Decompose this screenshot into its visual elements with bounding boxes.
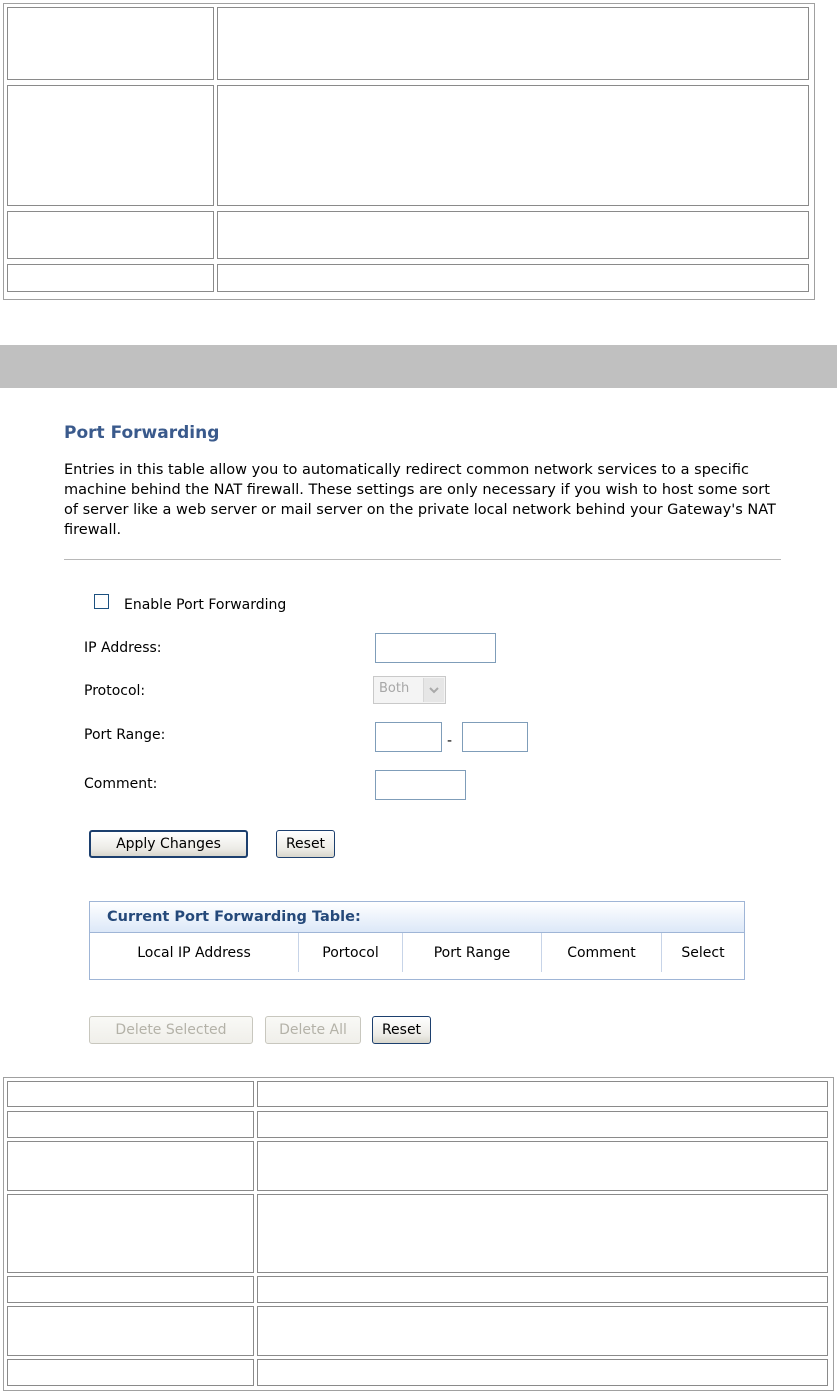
enable-port-forwarding-label: Enable Port Forwarding bbox=[124, 597, 287, 613]
current-port-forwarding-table-title bbox=[89, 901, 745, 933]
reset-table-button[interactable]: Reset bbox=[372, 1016, 431, 1044]
port-range-label: Port Range: bbox=[84, 727, 166, 743]
port-range-to-input[interactable] bbox=[462, 722, 528, 752]
page-title: Port Forwarding bbox=[64, 423, 220, 443]
doc-table-bottom-cell bbox=[257, 1359, 828, 1386]
column-header-select: Select bbox=[662, 933, 744, 972]
doc-table-bottom-cell bbox=[7, 1276, 254, 1303]
doc-table-bottom-cell bbox=[7, 1359, 254, 1386]
doc-table-top-cell bbox=[217, 85, 809, 206]
protocol-label: Protocol: bbox=[84, 683, 146, 699]
column-header-comment: Comment bbox=[542, 933, 662, 972]
description-line: of server like a web server or mail server on the private local network behind your Gateway's NAT bbox=[64, 502, 776, 518]
column-header-protocol: Portocol bbox=[299, 933, 403, 972]
comment-label: Comment: bbox=[84, 776, 158, 792]
column-header-local-ip: Local IP Address bbox=[90, 933, 299, 972]
reset-form-button[interactable]: Reset bbox=[276, 830, 335, 858]
comment-input[interactable] bbox=[375, 770, 466, 800]
protocol-selected-value: Both bbox=[379, 681, 410, 696]
doc-table-bottom-cell bbox=[7, 1081, 254, 1107]
doc-table-top-cell bbox=[217, 7, 809, 80]
description-line: machine behind the NAT firewall. These settings are only necessary if you wish to host some sort bbox=[64, 482, 770, 498]
port-range-separator: - bbox=[447, 733, 453, 749]
divider bbox=[64, 559, 781, 560]
doc-table-top-cell bbox=[217, 264, 809, 292]
doc-table-bottom-cell bbox=[257, 1141, 828, 1191]
description-line: firewall. bbox=[64, 522, 122, 538]
port-range-from-input[interactable] bbox=[375, 722, 442, 752]
table-title-text: Current Port Forwarding Table: bbox=[107, 909, 361, 925]
doc-table-bottom-cell bbox=[257, 1081, 828, 1107]
chevron-down-icon bbox=[423, 678, 444, 702]
enable-port-forwarding-checkbox[interactable] bbox=[94, 594, 109, 609]
doc-table-top bbox=[3, 3, 815, 300]
section-band bbox=[0, 345, 837, 388]
doc-table-bottom-cell bbox=[7, 1111, 254, 1138]
page-description bbox=[64, 460, 834, 540]
doc-table-bottom-cell bbox=[257, 1276, 828, 1303]
protocol-select[interactable] bbox=[373, 676, 446, 704]
doc-table-bottom-cell bbox=[257, 1111, 828, 1138]
doc-table-top-cell bbox=[7, 211, 214, 259]
delete-all-button[interactable]: Delete All bbox=[265, 1016, 361, 1044]
apply-changes-button[interactable]: Apply Changes bbox=[89, 830, 248, 858]
doc-table-bottom-cell bbox=[7, 1141, 254, 1191]
ip-address-input[interactable] bbox=[375, 633, 496, 663]
doc-table-top-cell bbox=[217, 211, 809, 259]
ip-address-label: IP Address: bbox=[84, 640, 162, 656]
doc-table-bottom-cell bbox=[257, 1306, 828, 1356]
doc-table-bottom-cell bbox=[257, 1194, 828, 1273]
doc-table-bottom bbox=[3, 1077, 834, 1391]
description-line: Entries in this table allow you to automatically redirect common network services to a specific bbox=[64, 462, 749, 478]
doc-table-top-cell bbox=[7, 85, 214, 206]
doc-table-bottom-cell bbox=[7, 1306, 254, 1356]
doc-table-bottom-cell bbox=[7, 1194, 254, 1273]
doc-table-top-cell bbox=[7, 7, 214, 80]
doc-table-top-cell bbox=[7, 264, 214, 292]
delete-selected-button[interactable]: Delete Selected bbox=[89, 1016, 253, 1044]
column-header-port-range: Port Range bbox=[403, 933, 542, 972]
